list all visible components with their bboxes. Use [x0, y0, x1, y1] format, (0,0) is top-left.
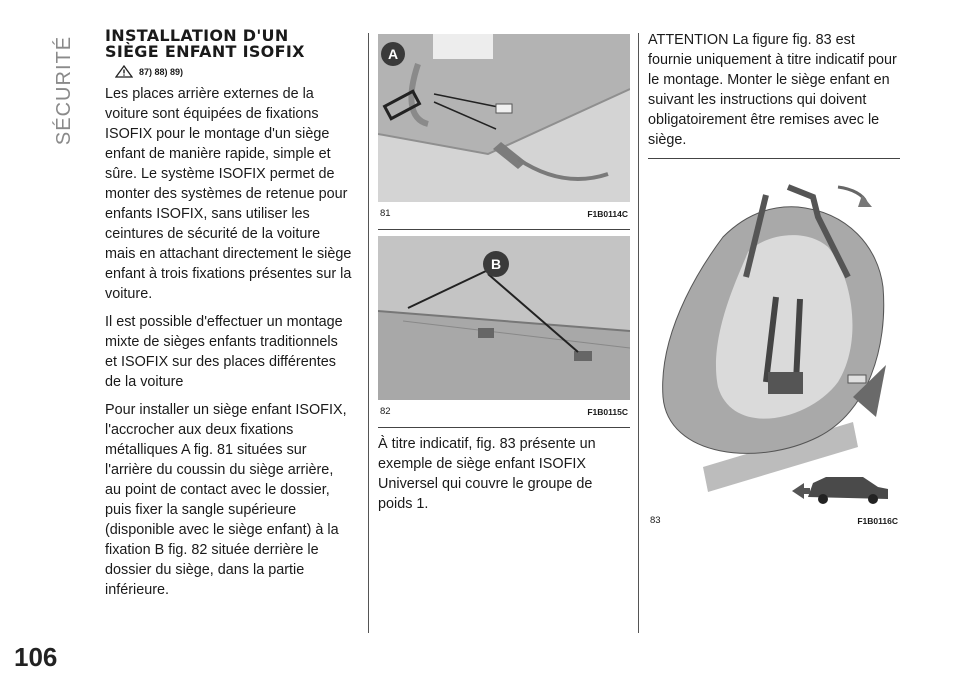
isofix-anchor-illustration	[378, 34, 630, 202]
section-side-tab-label: SÉCURITÉ	[53, 35, 76, 145]
figure-divider	[378, 229, 630, 230]
figure-caption	[378, 406, 630, 417]
heading-line-2: SIÈGE ENFANT ISOFIX	[105, 42, 305, 61]
figure-column	[378, 34, 630, 522]
callout-a-label: A	[387, 46, 399, 62]
figure-number: 82	[380, 406, 391, 417]
figure-caption	[378, 208, 630, 219]
figure-81	[378, 34, 630, 219]
top-tether-anchor-illustration	[378, 236, 630, 400]
paragraph: Il est possible d'effectuer un montage mixte de sièges enfants traditionnels et ISOFIX sur des places différentes de la voiture	[105, 314, 343, 390]
column-divider	[368, 33, 369, 633]
callout-b-label: B	[490, 256, 502, 272]
text-column-3	[648, 30, 900, 526]
figure-code: F1B0115C	[587, 406, 628, 417]
warning-triangle-icon	[115, 65, 133, 78]
figure-83	[648, 167, 900, 526]
figure-82	[378, 236, 630, 417]
section-side-tab	[50, 30, 80, 150]
text-column-1	[105, 28, 353, 608]
paragraph: Pour installer un siège enfant ISOFIX, l'accrocher aux deux fixations métalliques A fig. 81 situées sur l'arrière du coussin du siège arrière, au point de contact avec le dossier, puis fixer la sangle supérieure (disponible avec le siège enfant) à la fixation B fig. 82 située derrière le dossier du siège, dans la partie inférieure.	[105, 402, 347, 598]
figure-code: F1B0116C	[857, 515, 898, 526]
warning-reference-numbers: 87) 88) 89)	[139, 66, 184, 77]
figure-description: À titre indicatif, fig. 83 présente un exemple de siège enfant ISOFIX Universel qui couvre le groupe de poids 1.	[378, 436, 596, 512]
figure-caption	[648, 515, 900, 526]
page-number: 106	[14, 642, 58, 672]
paragraph: Les places arrière externes de la voiture sont équipées de fixations ISOFIX pour le montage d'un siège enfant de manière rapide, simple et sûre. Le système ISOFIX permet de monter des systèmes de retenue pour enfants ISOFIX, sans utiliser les ceintures de sécurité de la voiture mais en attachant directement le siège enfant à trois fixations présentes sur la voiture.	[105, 86, 352, 302]
heading-line-1: INSTALLATION D'UN	[105, 26, 289, 45]
column-divider	[638, 33, 639, 633]
warning-references	[115, 65, 353, 78]
figure-number: 81	[380, 208, 391, 219]
figure-code: F1B0114C	[587, 208, 628, 219]
figure-divider	[378, 427, 630, 428]
attention-note: ATTENTION La figure fig. 83 est fournie uniquement à titre indicatif pour le montage. Monter le siège enfant en suivant les instructions qui doivent obligatoirement être remises avec le siège.	[648, 32, 897, 148]
figure-divider	[648, 158, 900, 159]
figure-number: 83	[650, 515, 661, 526]
child-seat-illustration	[648, 167, 900, 509]
section-heading	[105, 28, 353, 60]
